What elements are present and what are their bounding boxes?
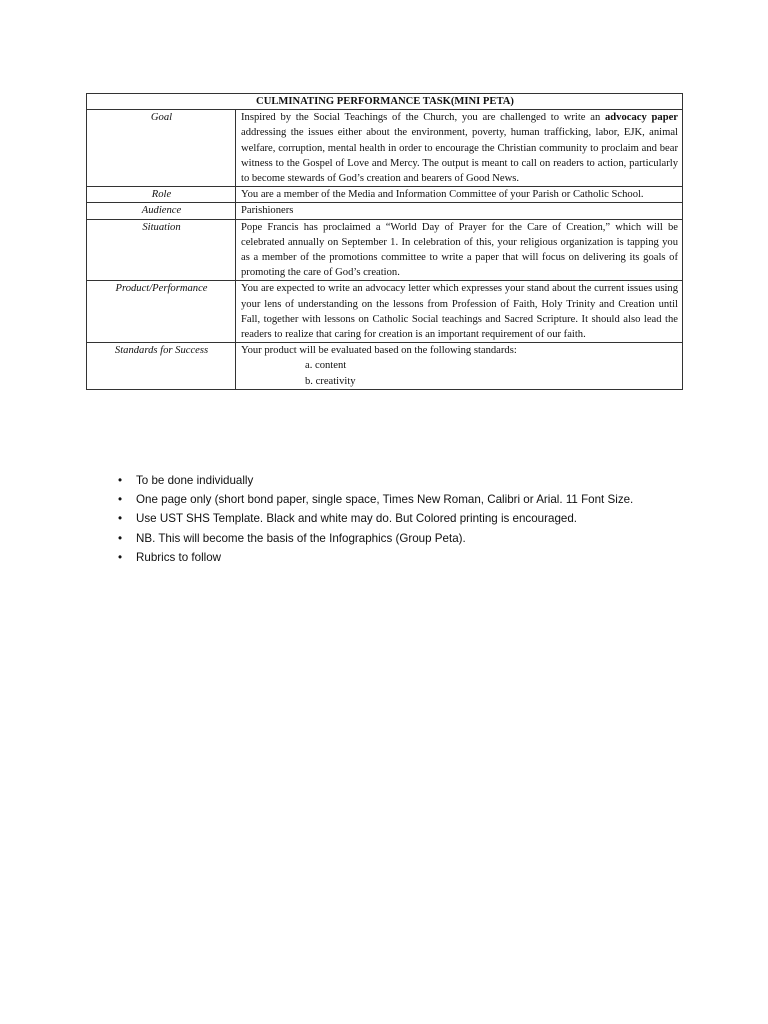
bullet-icon: • (118, 493, 123, 507)
list-item (118, 490, 718, 509)
list-item-text: One page only (short bond paper, single space, Times New Roman, Calibri or Arial. 11 Font Size. (136, 493, 634, 507)
list-item-text: To be done individually (136, 474, 254, 487)
row-label-standards: Standards for Success (87, 343, 236, 390)
table-title: CULMINATING PERFORMANCE TASK(MINI PETA) (87, 94, 683, 110)
bullet-icon: • (118, 531, 123, 545)
table-row-product (87, 281, 683, 343)
list-item-text: NB. This will become the basis of the Infographics (Group Peta). (136, 531, 466, 545)
row-content-product: You are expected to write an advocacy letter which expresses your stand about the current issues using your lens of understanding on the lessons from Profession of Faith, Holy Trinity and Creation until Fall, together with lessons on Catholic Social teachings and Sacred Scripture. It should also lead the readers to realize that caring for creation is an important requirement of our faith. (236, 281, 683, 343)
bullet-icon: • (118, 512, 123, 526)
row-label-goal: Goal (87, 110, 236, 187)
table-row-situation (87, 219, 683, 281)
row-content-situation: Pope Francis has proclaimed a “World Day of Prayer for the Care of Creation,” which will be celebrated annually on September 1. In celebration of this, your religious organization is tapping you as a member of the promotions committee to write a paper that will focus on delivering its goals of promoting the care of God’s creation. (236, 219, 683, 281)
row-label-role: Role (87, 187, 236, 203)
row-label-situation: Situation (87, 219, 236, 281)
performance-task-table (86, 93, 683, 390)
list-item (118, 471, 718, 490)
list-item (118, 548, 718, 567)
instructions-list (118, 471, 718, 567)
bullet-icon: • (118, 474, 123, 487)
list-item (118, 529, 718, 548)
standard-item: b. creativity (305, 375, 356, 387)
standard-item: a. content (305, 360, 347, 372)
standards-intro: Your product will be evaluated based on the following standards: (241, 345, 517, 357)
row-content-standards (236, 343, 683, 390)
table-row-audience (87, 203, 683, 219)
row-label-audience: Audience (87, 203, 236, 219)
list-item (118, 509, 718, 528)
row-label-product: Product/Performance (87, 281, 236, 343)
table-title-row (87, 94, 683, 110)
list-item-text: Rubrics to follow (136, 550, 222, 564)
row-content-goal (236, 110, 683, 187)
table-row-goal (87, 110, 683, 187)
row-content-audience: Parishioners (236, 203, 683, 219)
list-item-text: Use UST SHS Template. Black and white may do. But Colored printing is encouraged. (136, 512, 578, 526)
goal-emphasis: advocacy paper (604, 112, 678, 124)
bullet-icon: • (118, 550, 123, 564)
goal-text-end: addressing the issues either about the environment, poverty, human trafficking, labor, EJK, animal welfare, corruption, mental health in order to encourage the Christian community to proclaim and bear witness to the Gospel of Love and Mercy. The output is meant to call on readers to action, particularly to become stewards of God’s creation and bearers of Good News. (241, 127, 678, 185)
table-row-role (87, 187, 683, 203)
table-row-standards (87, 343, 683, 390)
goal-text-start: Inspired by the Social Teachings of the Church, you are challenged to write an (241, 112, 605, 124)
row-content-role: You are a member of the Media and Information Committee of your Parish or Catholic School. (236, 187, 683, 203)
